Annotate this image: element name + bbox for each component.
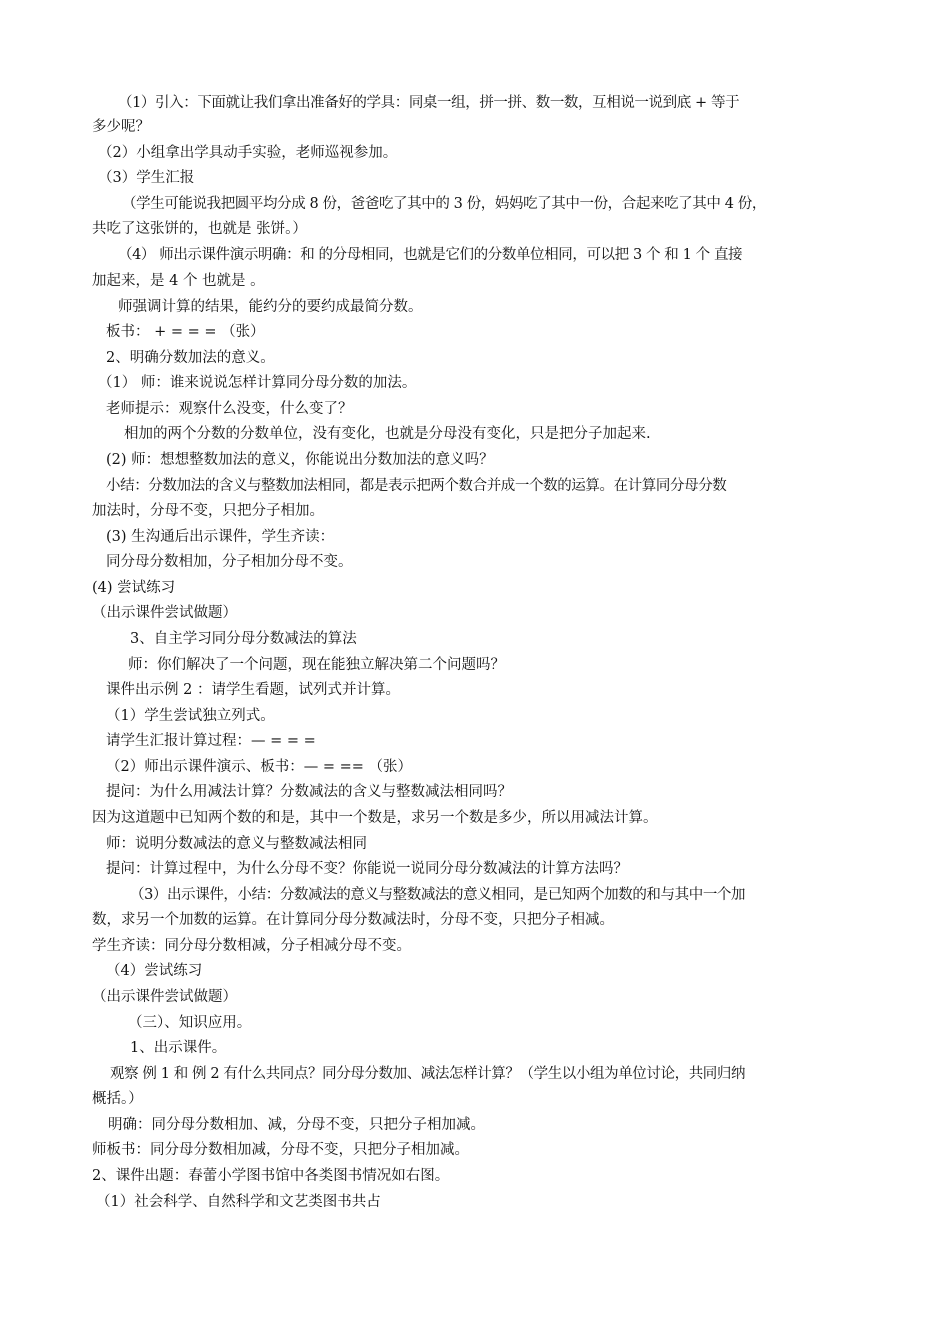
text-line: （1）学生尝试独立列式。	[106, 708, 275, 724]
text-line: 加起来，是 4 个 也就是 。	[92, 273, 265, 289]
text-line: (3) 生沟通后出示课件，学生齐读：	[106, 529, 335, 545]
text-line: 同分母分数相加，分子相加分母不变。	[106, 554, 353, 570]
text-line: （1） 师：谁来说说怎样计算同分母分数的加法。	[98, 375, 417, 391]
text-line: 师板书：同分母分数相加减，分母不变，只把分子相加减。	[92, 1142, 469, 1158]
text-line: （1）引入：下面就让我们拿出准备好的学具：同桌一组，拼一拼、数一数，互相说一说到底 + 等于	[118, 95, 740, 111]
text-line: 数，求另一个加数的运算。在计算同分母分数减法时，分母不变，只把分子相减。	[92, 912, 614, 928]
text-line: 2、课件出题：春蕾小学图书馆中各类图书情况如右图。	[92, 1168, 450, 1184]
text-line: 3、自主学习同分母分数减法的算法	[130, 631, 357, 647]
text-line: 板书： + = = = （张）	[106, 324, 265, 340]
text-line: （2）小组拿出学具动手实验，老师巡视参加。	[98, 145, 398, 161]
text-line: 加法时，分母不变，只把分子相加。	[92, 503, 324, 519]
text-line: (2) 师：想想整数加法的意义，你能说出分数加法的意义吗？	[106, 452, 494, 468]
text-line: 师强调计算的结果，能约分的要约成最简分数。	[118, 299, 423, 315]
text-line: 师：说明分数减法的意义与整数减法相同	[106, 836, 367, 852]
text-line: （4） 师出示课件演示明确：和 的分母相同，也就是它们的分数单位相同，可以把 3 个 和 1 个 直接	[118, 247, 743, 263]
text-line: （3）出示课件，小结：分数减法的意义与整数减法的意义相同，是已知两个加数的和与其中一个加	[130, 887, 746, 903]
text-line: 相加的两个分数的分数单位，没有变化，也就是分母没有变化，只是把分子加起来.	[124, 426, 651, 442]
text-line: （1）社会科学、自然科学和文艺类图书共占	[96, 1194, 381, 1210]
text-line: 小结：分数加法的含义与整数加法相同，都是表示把两个数合并成一个数的运算。在计算同分母分数	[106, 478, 727, 494]
text-line: （出示课件尝试做题）	[92, 605, 237, 621]
text-line: （4）尝试练习	[106, 963, 203, 979]
text-line: 2、明确分数加法的意义。	[106, 350, 275, 366]
text-line: 老师提示：观察什么没变，什么变了？	[106, 401, 353, 417]
text-line: 学生齐读：同分母分数相减，分子相减分母不变。	[92, 938, 411, 954]
text-line: （2）师出示课件演示、板书：— = == （张）	[106, 759, 412, 775]
text-line: 明确：同分母分数相加、减，分母不变，只把分子相加减。	[108, 1117, 485, 1133]
text-line: 提问：为什么用减法计算？分数减法的含义与整数减法相同吗？	[106, 784, 512, 800]
text-line: （3）学生汇报	[98, 170, 195, 186]
text-line: 请学生汇报计算过程：— = = =	[106, 733, 316, 749]
text-line: 提问：计算过程中，为什么分母不变？你能说一说同分母分数减法的计算方法吗？	[106, 861, 628, 877]
text-line: 概括。）	[92, 1091, 143, 1107]
text-line: 师：你们解决了一个问题，现在能独立解决第二个问题吗？	[128, 657, 505, 673]
text-line: （学生可能说我把圆平均分成 8 份，爸爸吃了其中的 3 份，妈妈吃了其中一份，合起来吃了其中 4 份，	[122, 196, 766, 212]
text-line: 共吃了这张饼的，也就是 张饼。）	[92, 221, 307, 237]
text-line: （三）、知识应用。	[128, 1015, 252, 1031]
text-line: (4) 尝试练习	[92, 580, 176, 596]
text-line: （出示课件尝试做题）	[92, 989, 237, 1005]
text-line: 因为这道题中已知两个数的和是，其中一个数是，求另一个数是多少，所以用减法计算。	[92, 810, 658, 826]
text-line: 课件出示例 2 ：请学生看题，试列式并计算。	[106, 682, 400, 698]
text-line: 多少呢？	[92, 119, 150, 135]
text-line: 观察 例 1 和 例 2 有什么共同点？同分母分数加、减法怎样计算？（学生以小组为单位讨论，共同归纳	[110, 1066, 746, 1082]
text-line: 1、出示课件。	[130, 1040, 227, 1056]
